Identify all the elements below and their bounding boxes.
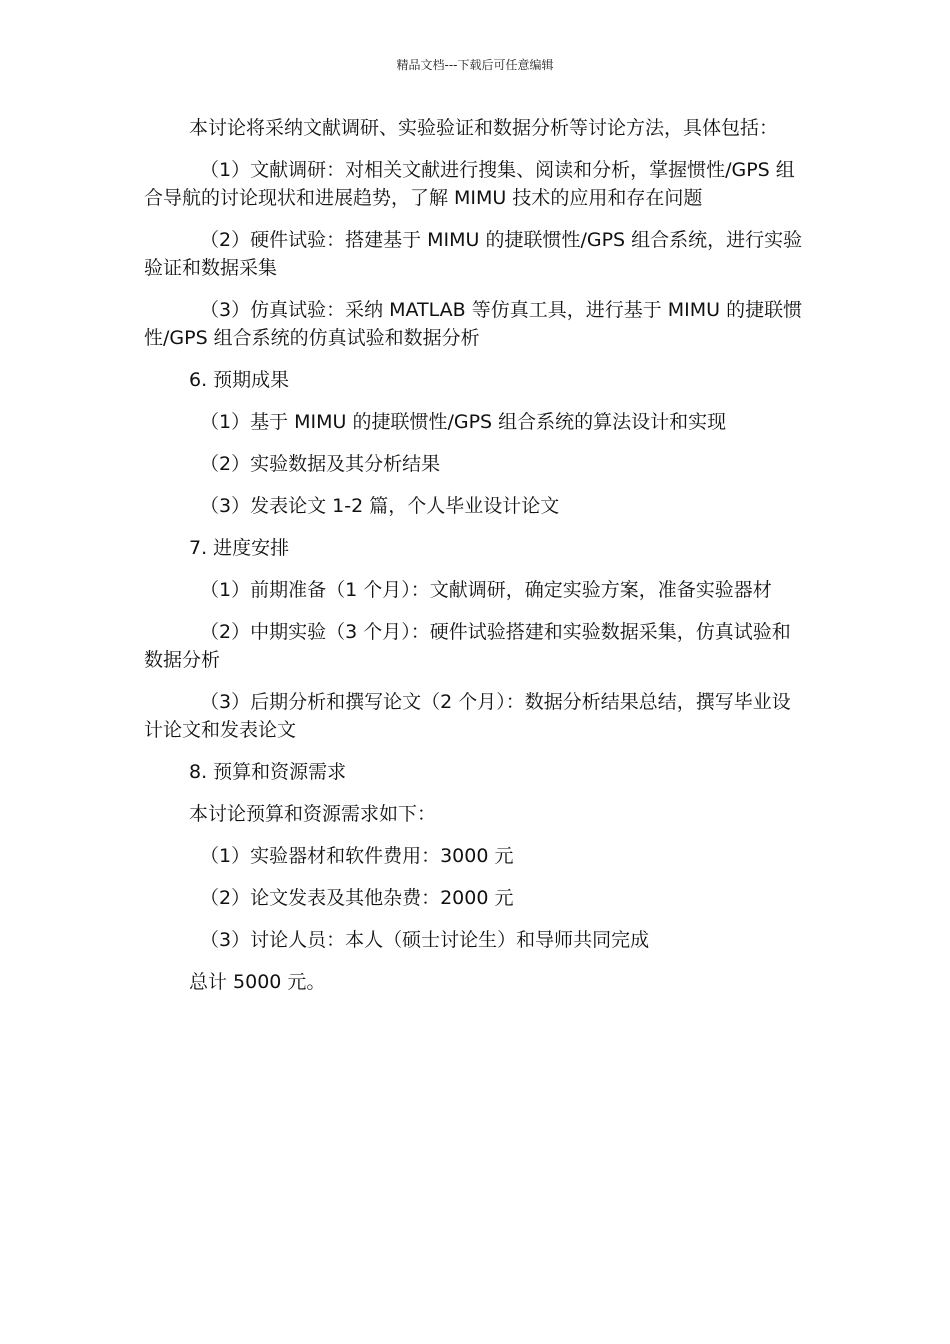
- document-body: [144, 114, 806, 1010]
- section-heading-8: 8. 预算和资源需求: [189, 761, 347, 783]
- paragraph-method-1: （1）文献调研：对相关文献进行搜集、阅读和分析，掌握惯性/GPS 组合导航的讨论现状和进展趋势，了解 MIMU 技术的应用和存在问题: [144, 159, 795, 209]
- paragraph-budget-2: （2）论文发表及其他杂费：2000 元: [200, 887, 514, 909]
- section-heading-6: 6. 预期成果: [189, 369, 290, 391]
- paragraph-budget-intro: 本讨论预算和资源需求如下：: [189, 803, 437, 825]
- paragraph-methods-intro: 本讨论将采纳文献调研、实验验证和数据分析等讨论方法，具体包括：: [189, 117, 779, 139]
- section-heading-7: 7. 进度安排: [189, 537, 290, 559]
- paragraph-method-3: （3）仿真试验：采纳 MATLAB 等仿真工具，进行基于 MIMU 的捷联惯性/GPS 组合系统的仿真试验和数据分析: [144, 299, 803, 349]
- paragraph-schedule-1: （1）前期准备（1 个月）：文献调研，确定实验方案，准备实验器材: [200, 579, 772, 601]
- paragraph-budget-total: 总计 5000 元。: [189, 971, 326, 993]
- paragraph-budget-3: （3）讨论人员：本人（硕士讨论生）和导师共同完成: [200, 929, 650, 951]
- paragraph-schedule-2: （2）中期实验（3 个月）：硬件试验搭建和实验数据采集，仿真试验和数据分析: [144, 621, 791, 671]
- paragraph-schedule-3: （3）后期分析和撰写论文（2 个月）：数据分析结果总结，撰写毕业设计论文和发表论文: [144, 691, 791, 741]
- page-header: 精品文档---下载后可任意编辑: [396, 58, 554, 72]
- paragraph-budget-1: （1）实验器材和软件费用：3000 元: [200, 845, 514, 867]
- paragraph-outcome-2: （2）实验数据及其分析结果: [200, 453, 441, 475]
- paragraph-method-2: （2）硬件试验：搭建基于 MIMU 的捷联惯性/GPS 组合系统，进行实验验证和数据采集: [144, 229, 803, 279]
- paragraph-outcome-3: （3）发表论文 1-2 篇，个人毕业设计论文: [200, 495, 560, 517]
- paragraph-outcome-1: （1）基于 MIMU 的捷联惯性/GPS 组合系统的算法设计和实现: [200, 411, 727, 433]
